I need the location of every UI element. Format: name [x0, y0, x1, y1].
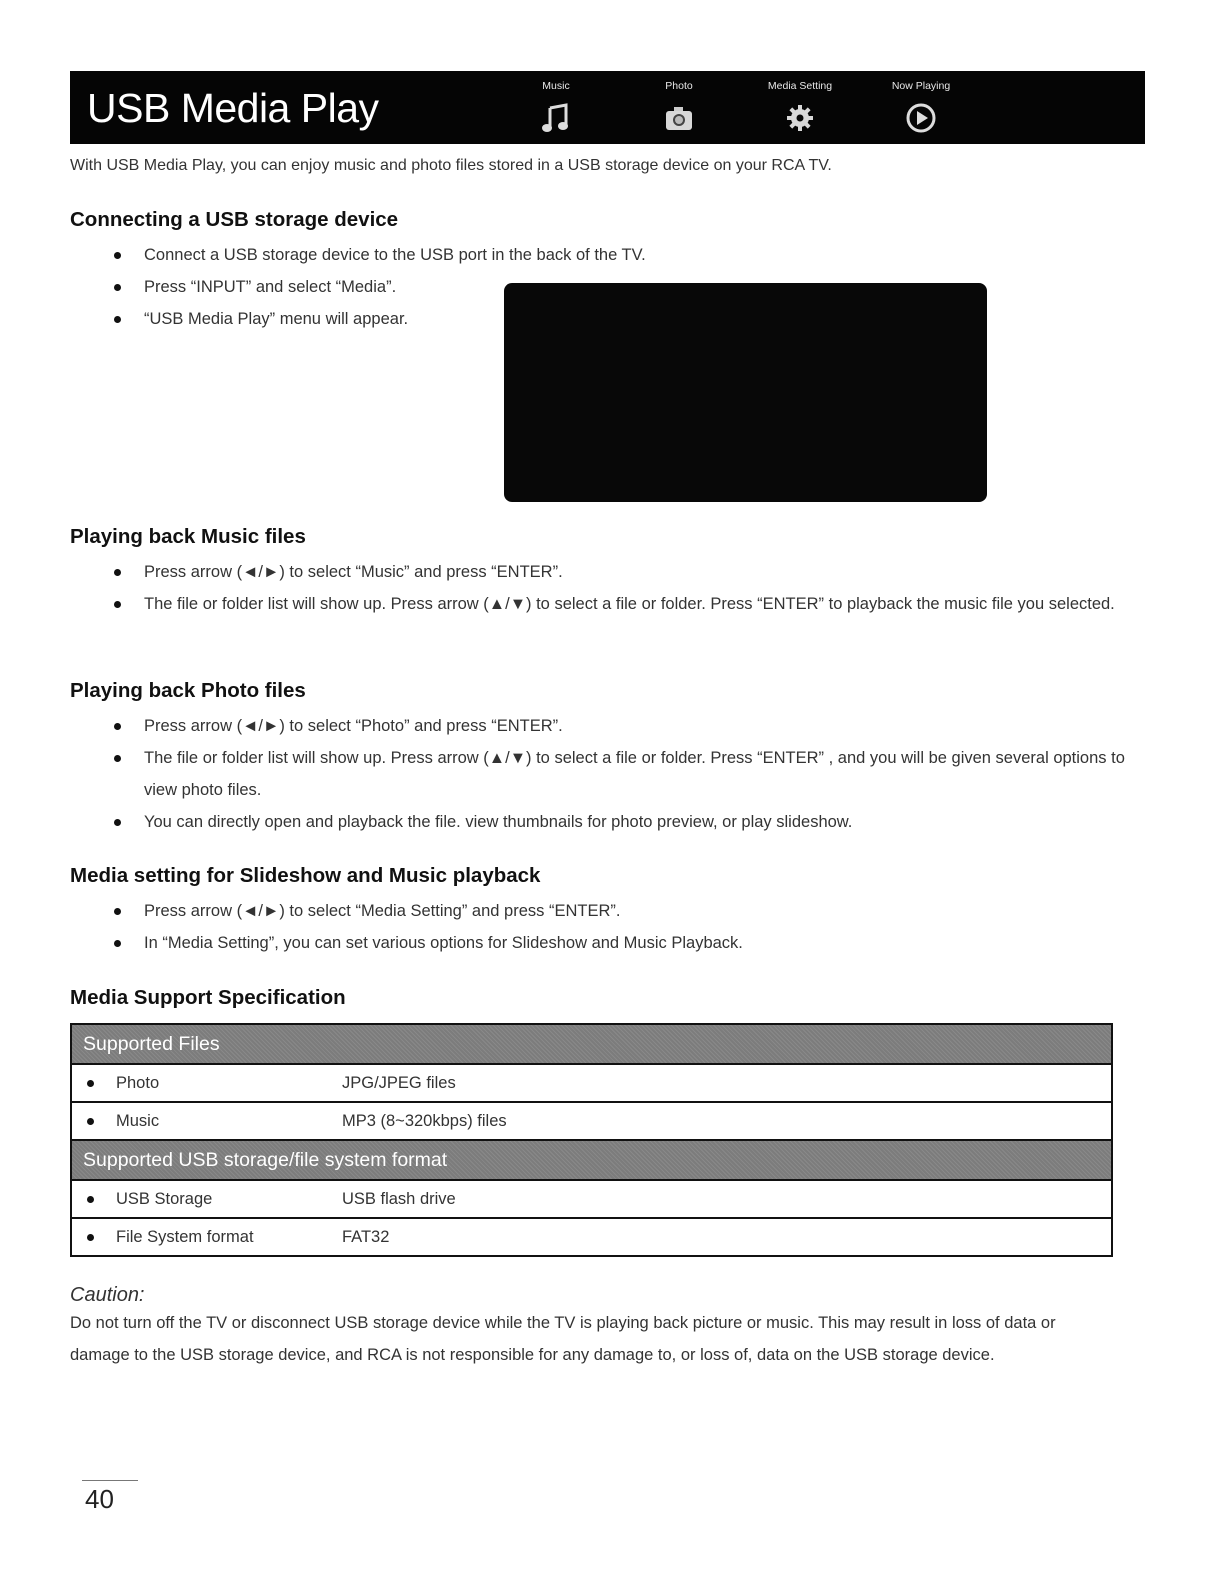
table-row — [71, 1102, 1112, 1140]
spec-value: USB flash drive — [321, 1180, 1112, 1218]
music-note-icon — [540, 102, 572, 134]
table-row — [71, 1064, 1112, 1102]
table-row — [71, 1218, 1112, 1256]
tv-menu-label: Now Playing — [891, 80, 951, 92]
tv-menu-label: Music — [542, 80, 570, 92]
spec-value: JPG/JPEG files — [321, 1064, 1112, 1102]
tv-menu-item-media-setting — [750, 80, 850, 134]
section-media-setting — [70, 864, 1130, 959]
list-item: Press arrow (◄/►) to select “Music” and press “ENTER”. — [70, 556, 1130, 588]
table-group-header — [71, 1140, 1112, 1180]
spec-name: Photo — [71, 1064, 321, 1102]
list-item: The file or folder list will show up. Press arrow (▲/▼) to select a file or folder. Press “ENTER” , and you will be given several options to view photo files. — [70, 742, 1130, 806]
list-item: Press “INPUT” and select “Media”. — [70, 271, 1130, 303]
spec-value: MP3 (8~320kbps) files — [321, 1102, 1112, 1140]
page-title: USB Media Play — [87, 85, 379, 131]
usb-media-play-menu-image — [504, 283, 987, 502]
section-heading: Media setting for Slideshow and Music playback — [70, 864, 541, 887]
list-item: Connect a USB storage device to the USB port in the back of the TV. — [70, 239, 1130, 271]
list-item: The file or folder list will show up. Press arrow (▲/▼) to select a file or folder. Press “ENTER” to playback the music file you selected. — [70, 588, 1130, 620]
section-heading: Connecting a USB storage device — [70, 208, 399, 231]
page-number-rule — [82, 1480, 138, 1481]
tv-menu-label: Photo — [665, 80, 693, 92]
gear-icon — [784, 102, 816, 134]
list-item: “USB Media Play” menu will appear. — [70, 303, 1130, 335]
section-heading: Media Support Specification — [70, 986, 346, 1009]
spec-name: USB Storage — [71, 1180, 321, 1218]
tv-menu-item-music — [506, 80, 606, 134]
section-heading: Playing back Music files — [70, 525, 306, 548]
tv-menu-label: Media Setting — [767, 80, 833, 92]
tv-menu-item-now-playing — [871, 80, 971, 134]
spec-name: Music — [71, 1102, 321, 1140]
group-title: Supported Files — [71, 1024, 1112, 1064]
table-row — [71, 1180, 1112, 1218]
list-item: You can directly open and playback the file. view thumbnails for photo preview, or play slideshow. — [70, 806, 1130, 838]
group-title: Supported USB storage/file system format — [71, 1140, 1112, 1180]
caution-text: Do not turn off the TV or disconnect USB storage device while the TV is playing back picture or music. This may result in loss of data or damage to the USB storage device, and RCA is not responsible for any damage to, or loss of, data on the USB storage device. — [70, 1314, 1056, 1364]
media-support-table — [70, 1023, 1113, 1257]
intro-text: With USB Media Play, you can enjoy music and photo files stored in a USB storage device on your RCA TV. — [70, 157, 832, 174]
spec-name: File System format — [71, 1218, 321, 1256]
spec-value: FAT32 — [321, 1218, 1112, 1256]
list-item: Press arrow (◄/►) to select “Media Setting” and press “ENTER”. — [70, 895, 1130, 927]
list-item: In “Media Setting”, you can set various options for Slideshow and Music Playback. — [70, 927, 1130, 959]
section-heading: Playing back Photo files — [70, 679, 306, 702]
table-group-header — [71, 1024, 1112, 1064]
section-playing-photo — [70, 679, 1130, 838]
bullet-list — [70, 556, 1130, 620]
list-item: Press arrow (◄/►) to select “Photo” and press “ENTER”. — [70, 710, 1130, 742]
tv-menu-item-photo — [629, 80, 729, 134]
play-circle-icon — [905, 102, 937, 134]
bullet-list — [70, 710, 1130, 838]
page-number: 40 — [85, 1484, 114, 1514]
title-bar — [70, 71, 1145, 144]
camera-icon — [663, 102, 695, 134]
caution-title: Caution: — [70, 1284, 145, 1306]
bullet-list — [70, 895, 1130, 959]
section-playing-music — [70, 525, 1130, 620]
section-media-support — [70, 986, 1130, 1010]
